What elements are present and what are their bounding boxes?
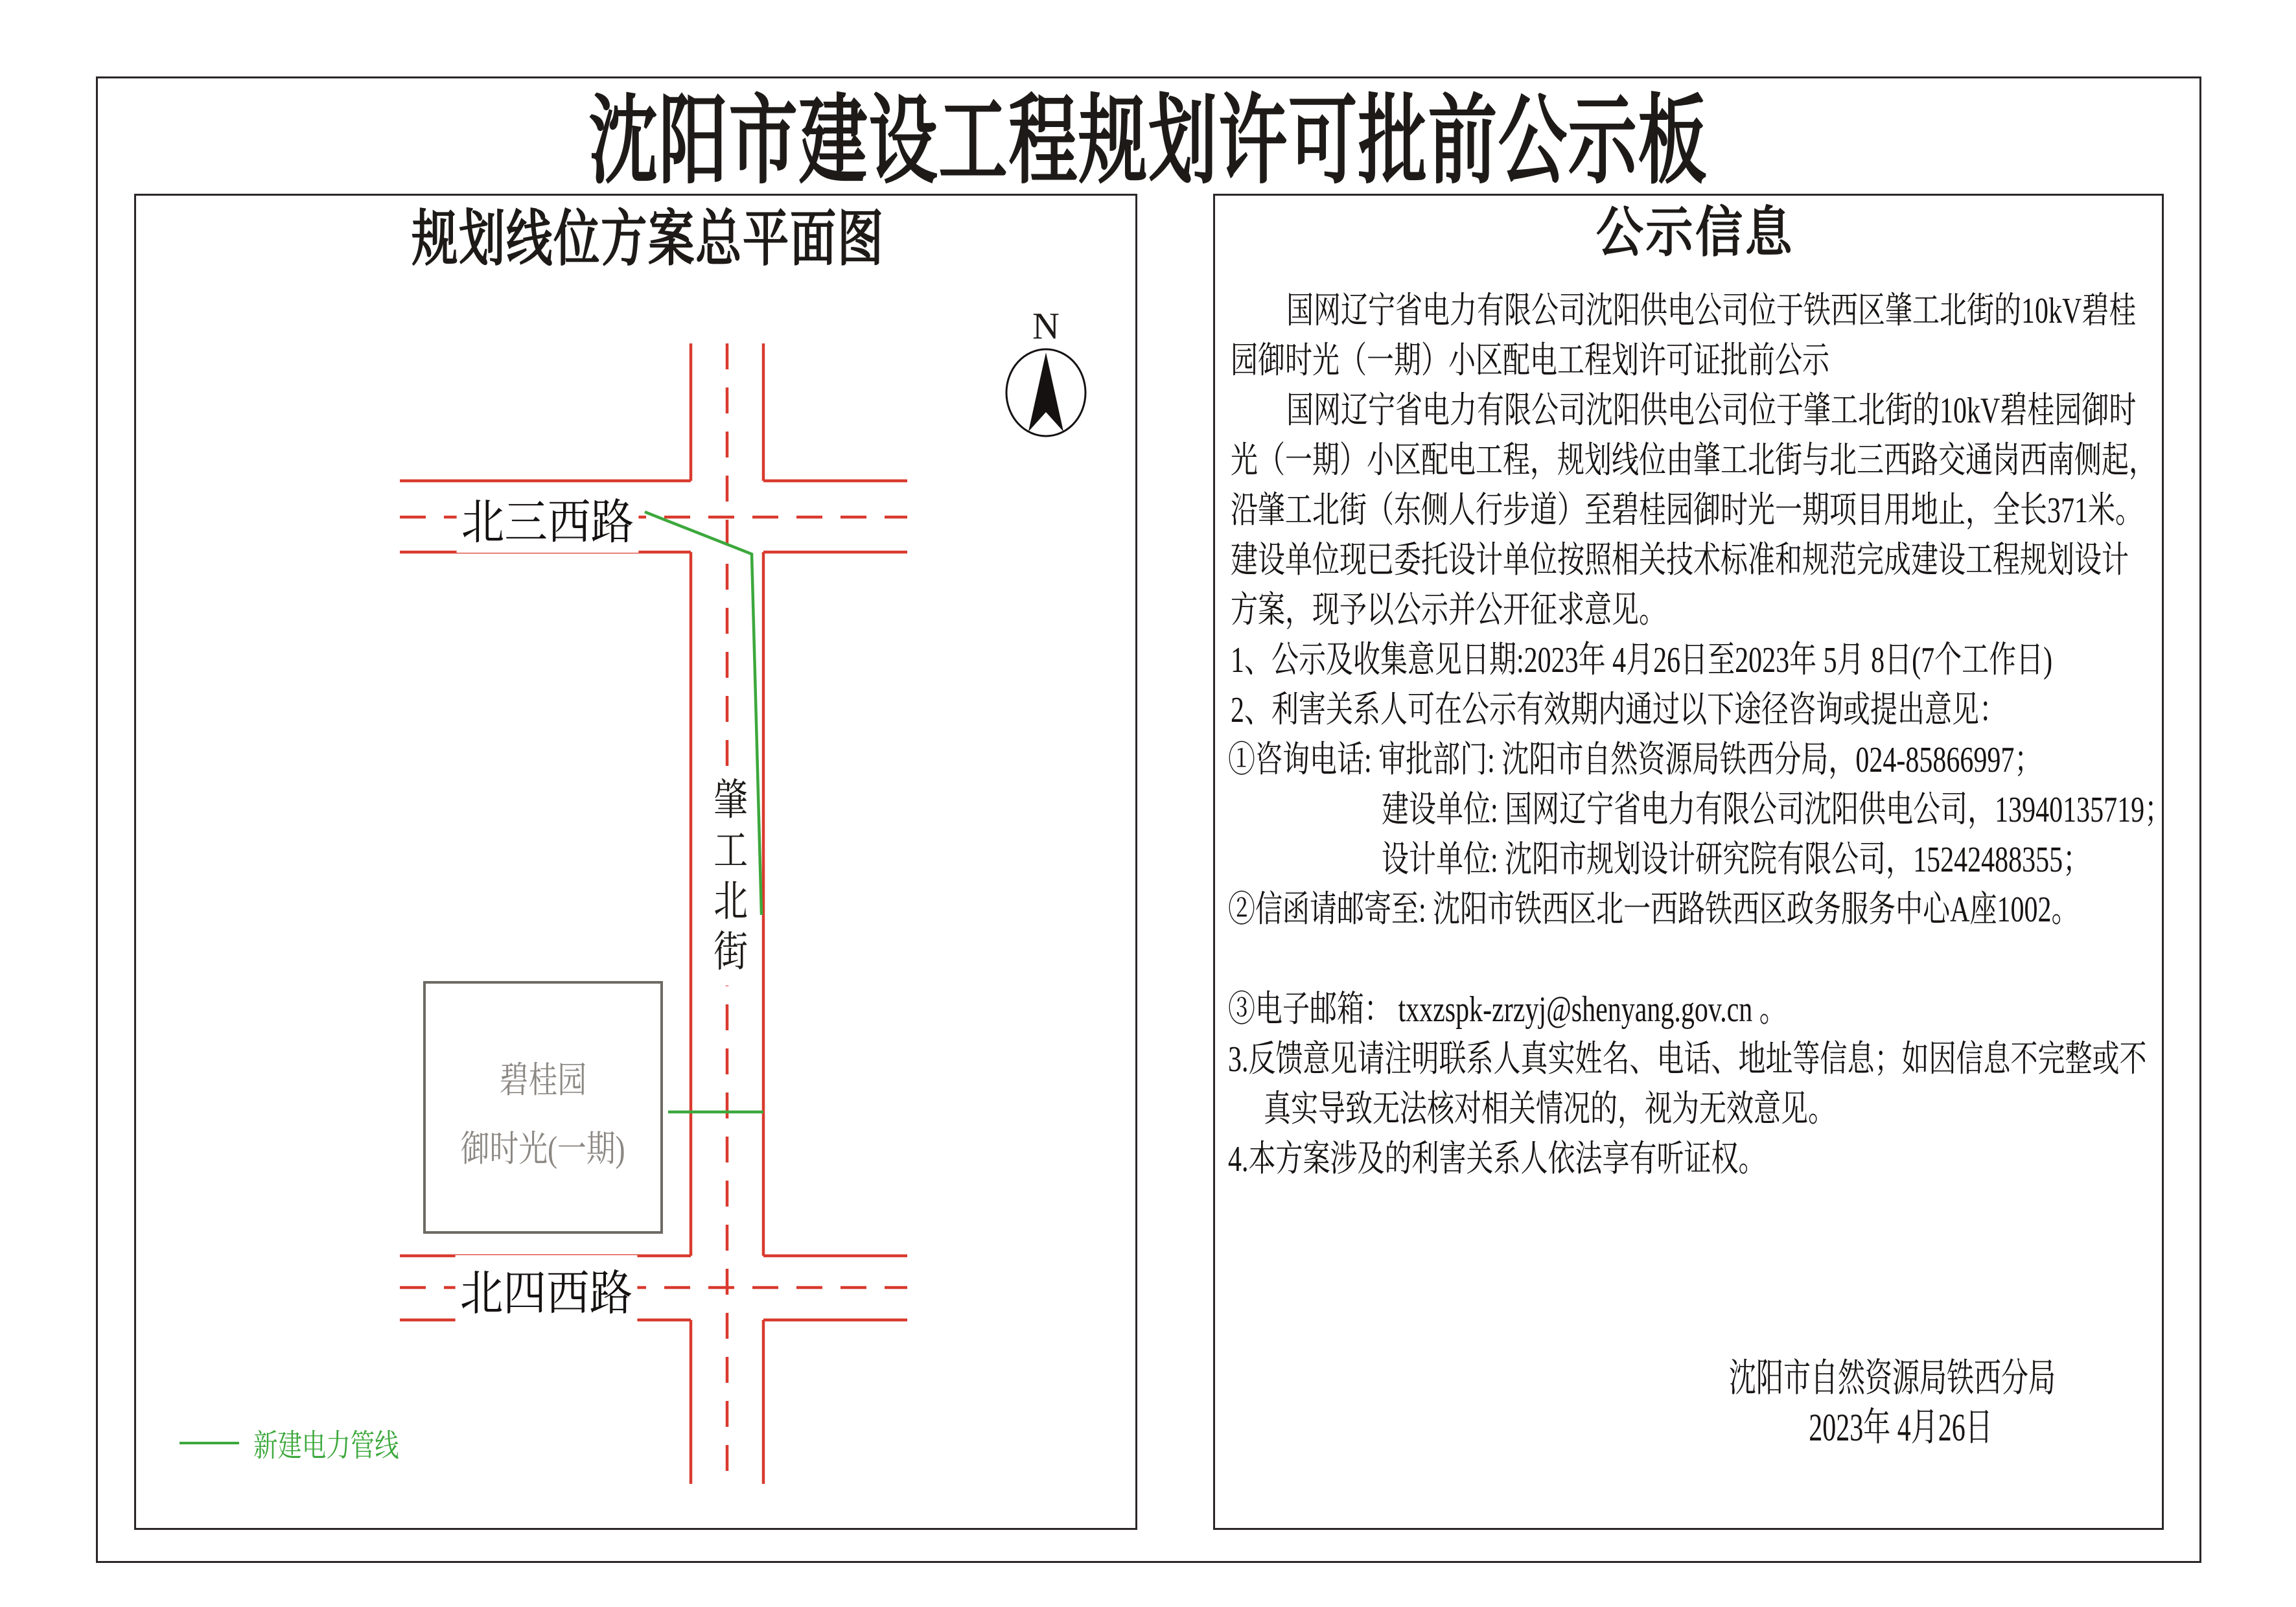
info-line: 建设单位现已委托设计单位按照相关技术标准和规范完成建设工程规划设计: [1231, 540, 2129, 581]
north-arrow-icon: [1028, 353, 1063, 432]
info-line: 4.本方案涉及的利害关系人依法享有听证权。: [1228, 1139, 1766, 1179]
info-line: ③电子邮箱： txxzspk-zrzyj@shenyang.gov.cn 。: [1228, 989, 1787, 1030]
info-line: 国网辽宁省电力有限公司沈阳供电公司位于肇工北街的10kV碧桂园御时: [1286, 391, 2137, 431]
info-line: 光（一期）小区配电工程，规划线位由肇工北街与北三西路交通岗西南侧起，: [1231, 441, 2156, 481]
site-name-line1: 碧桂园: [499, 1061, 587, 1101]
site-name-line2: 御时光(一期): [461, 1129, 625, 1170]
info-line: 方案，现予以公示并公开征求意见。: [1231, 590, 1666, 630]
legend-label: 新建电力管线: [253, 1429, 399, 1463]
info-line: ①咨询电话: 审批部门: 沈阳市自然资源局铁西分局，024-85866997；: [1228, 740, 2042, 780]
road-label-north: 北三西路: [457, 484, 639, 553]
info-line: 国网辽宁省电力有限公司沈阳供电公司位于铁西区肇工北街的10kV碧桂: [1286, 291, 2137, 331]
info-line: 真实导致无法核对相关情况的，视为无效意见。: [1264, 1089, 1835, 1129]
info-line: 建设单位: 国网辽宁省电力有限公司沈阳供电公司，13940135719；: [1382, 790, 2172, 830]
site-parcel-box: [423, 981, 663, 1234]
pipeline-line-icon: [180, 1442, 239, 1444]
info-line: ②信函请邮寄至: 沈阳市铁西区北一西路铁西区政务服务中心A座1002。: [1228, 890, 2079, 930]
info-line: 1、公示及收集意见日期:2023年 4月26日至2023年 5月 8日(7个工作日): [1231, 640, 2053, 680]
page-title: 沈阳市建设工程规划许可批前公示板: [588, 88, 1708, 196]
info-line: 设计单位: 沈阳市规划设计研究院有限公司，15242488355；: [1382, 840, 2091, 880]
road-label-vertical-street: 肇工北街: [701, 770, 752, 986]
info-title: 公示信息: [1595, 203, 1795, 264]
info-line: 2、利害关系人可在公示有效期内通过以下途径咨询或提出意见：: [1231, 690, 2006, 730]
north-label: N: [1032, 305, 1060, 347]
map-title: 规划线位方案总平面图: [412, 205, 885, 273]
signature-agency: 沈阳市自然资源局铁西分局: [1729, 1357, 2056, 1400]
legend: [180, 1420, 440, 1465]
info-line: 3.反馈意见请注明联系人真实姓名、电话、地址等信息；如因信息不完整或不: [1228, 1039, 2147, 1080]
info-line: 园御时光（一期）小区配电工程划许可证批前公示: [1231, 341, 1829, 381]
signature-date: 2023年 4月26日: [1809, 1406, 1993, 1449]
info-line: 沿肇工北街（东侧人行步道）至碧桂园御时光一期项目用地止，全长371米。: [1231, 491, 2142, 531]
road-label-south: 北四西路: [456, 1255, 638, 1324]
